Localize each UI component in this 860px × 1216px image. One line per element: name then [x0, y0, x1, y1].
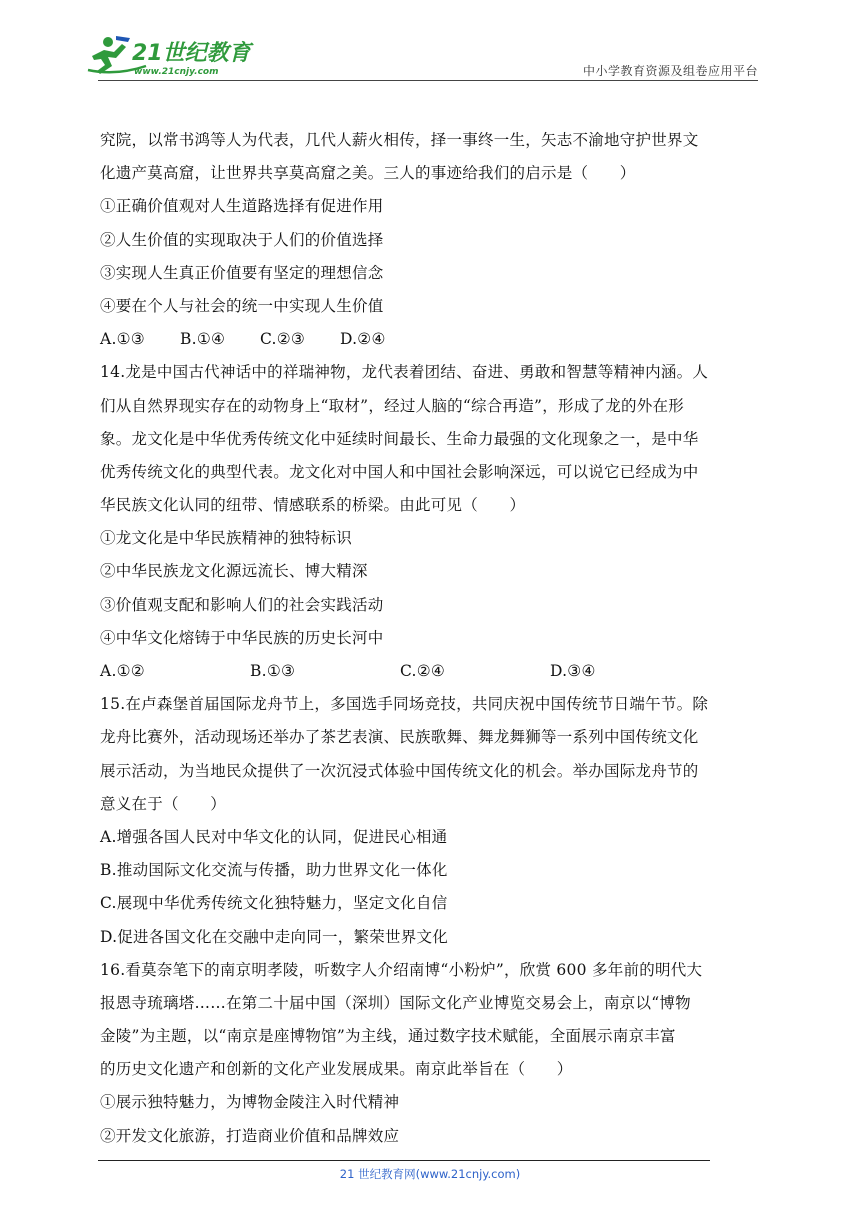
page-header [0, 0, 860, 82]
q14-text-line: 华民族文化认同的纽带、情感联系的桥梁。由此可见（ ） [100, 496, 526, 515]
q14-text-line: 14.龙是中国古代神话中的祥瑞神物，龙代表着团结、奋进、勇敢和智慧等精神内涵。人 [100, 363, 709, 382]
q13-option-b: B.①④ [180, 330, 226, 349]
q13-option-a: A.①③ [100, 330, 145, 349]
site-logo [86, 30, 258, 80]
q15-option-c: C.展现中华优秀传统文化独特魅力，坚定文化自信 [100, 894, 448, 913]
q14-statement: ③价值观支配和影响人们的社会实践活动 [100, 595, 384, 614]
q16-text-line: 报恩寺琉璃塔……在第二十届中国（深圳）国际文化产业博览交易会上，南京以“博物 [100, 993, 691, 1012]
q16-statement: ①展示独特魅力，为博物金陵注入时代精神 [100, 1093, 400, 1112]
footer-divider [98, 1160, 710, 1161]
q15-option-b: B.推动国际文化交流与传播，助力世界文化一体化 [100, 861, 448, 880]
q15-text-line: 龙舟比赛外，活动现场还举办了茶艺表演、民族歌舞、舞龙舞狮等一系列中国传统文化 [100, 728, 699, 747]
q16-text-line: 16.看莫奈笔下的南京明孝陵，听数字人介绍南博“小粉炉”，欣赏 600 多年前的明代大 [100, 960, 703, 979]
q14-option-d: D.③④ [550, 662, 596, 680]
q14-text-line: 优秀传统文化的典型代表。龙文化对中国人和中国社会影响深远，可以说它已经成为中 [100, 462, 699, 481]
q15-text-line: 15.在卢森堡首届国际龙舟节上，多国选手同场竞技，共同庆祝中国传统节日端午节。除 [100, 695, 709, 714]
q15-option-a: A.增强各国人民对中华文化的认同，促进民心相通 [100, 827, 448, 846]
q14-statement: ②中华民族龙文化源远流长、博大精深 [100, 562, 368, 581]
runner-logo-icon [86, 30, 258, 80]
logo-text: 21世纪教育 [132, 41, 251, 66]
q15-text-line: 意义在于（ ） [100, 794, 227, 813]
q14-option-a: A.①② [100, 662, 145, 680]
footer-link[interactable]: 21 世纪教育网(www.21cnjy.com) [339, 1167, 521, 1181]
q13-option-c: C.②③ [260, 330, 306, 349]
q13-statement: ②人生价值的实现取决于人们的价值选择 [100, 230, 384, 249]
q15-option-d: D.促进各国文化在交融中走向同一，繁荣世界文化 [100, 927, 449, 946]
q14-text-line: 们从自然界现实存在的动物身上“取材”，经过人脑的“综合再造”，形成了龙的外在形 [100, 396, 684, 415]
q15-text-line: 展示活动，为当地民众提供了一次沉浸式体验中国传统文化的机会。举办国际龙舟节的 [100, 761, 699, 780]
q13-statement: ①正确价值观对人生道路选择有促进作用 [100, 197, 384, 216]
q13-text-line: 化遗产莫高窟，让世界共享莫高窟之美。三人的事迹给我们的启示是（ ） [100, 164, 636, 183]
question-content [100, 124, 766, 1153]
q13-statement: ④要在个人与社会的统一中实现人生价值 [100, 296, 384, 315]
q13-options [100, 323, 766, 356]
logo-url-text: www.21cnjy.com [134, 67, 219, 77]
q14-statement: ④中华文化熔铸于中华民族的历史长河中 [100, 628, 384, 647]
q13-text-line: 究院，以常书鸿等人为代表，几代人薪火相传，择一事终一生，矢志不渝地守护世界文 [100, 131, 699, 149]
q13-option-d: D.②④ [340, 330, 386, 349]
q16-statement: ②开发文化旅游，打造商业价值和品牌效应 [100, 1126, 400, 1145]
q13-statement: ③实现人生真正价值要有坚定的理想信念 [100, 263, 384, 282]
q14-text-line: 象。龙文化是中华优秀传统文化中延续时间最长、生命力最强的文化现象之一，是中华 [100, 429, 699, 448]
q14-option-b: B.①③ [250, 662, 296, 680]
q14-options [100, 655, 766, 688]
platform-name: 中小学教育资源及组卷应用平台 [582, 64, 758, 78]
q16-text-line: 金陵”为主题，以“南京是座博物馆”为主线，通过数字技术赋能，全面展示南京丰富 [100, 1027, 676, 1046]
q16-text-line: 的历史文化遗产和创新的文化产业发展成果。南京此举旨在（ ） [100, 1060, 573, 1079]
q14-option-c: C.②④ [400, 662, 446, 680]
header-divider [98, 80, 758, 81]
q14-statement: ①龙文化是中华民族精神的独特标识 [100, 529, 353, 548]
